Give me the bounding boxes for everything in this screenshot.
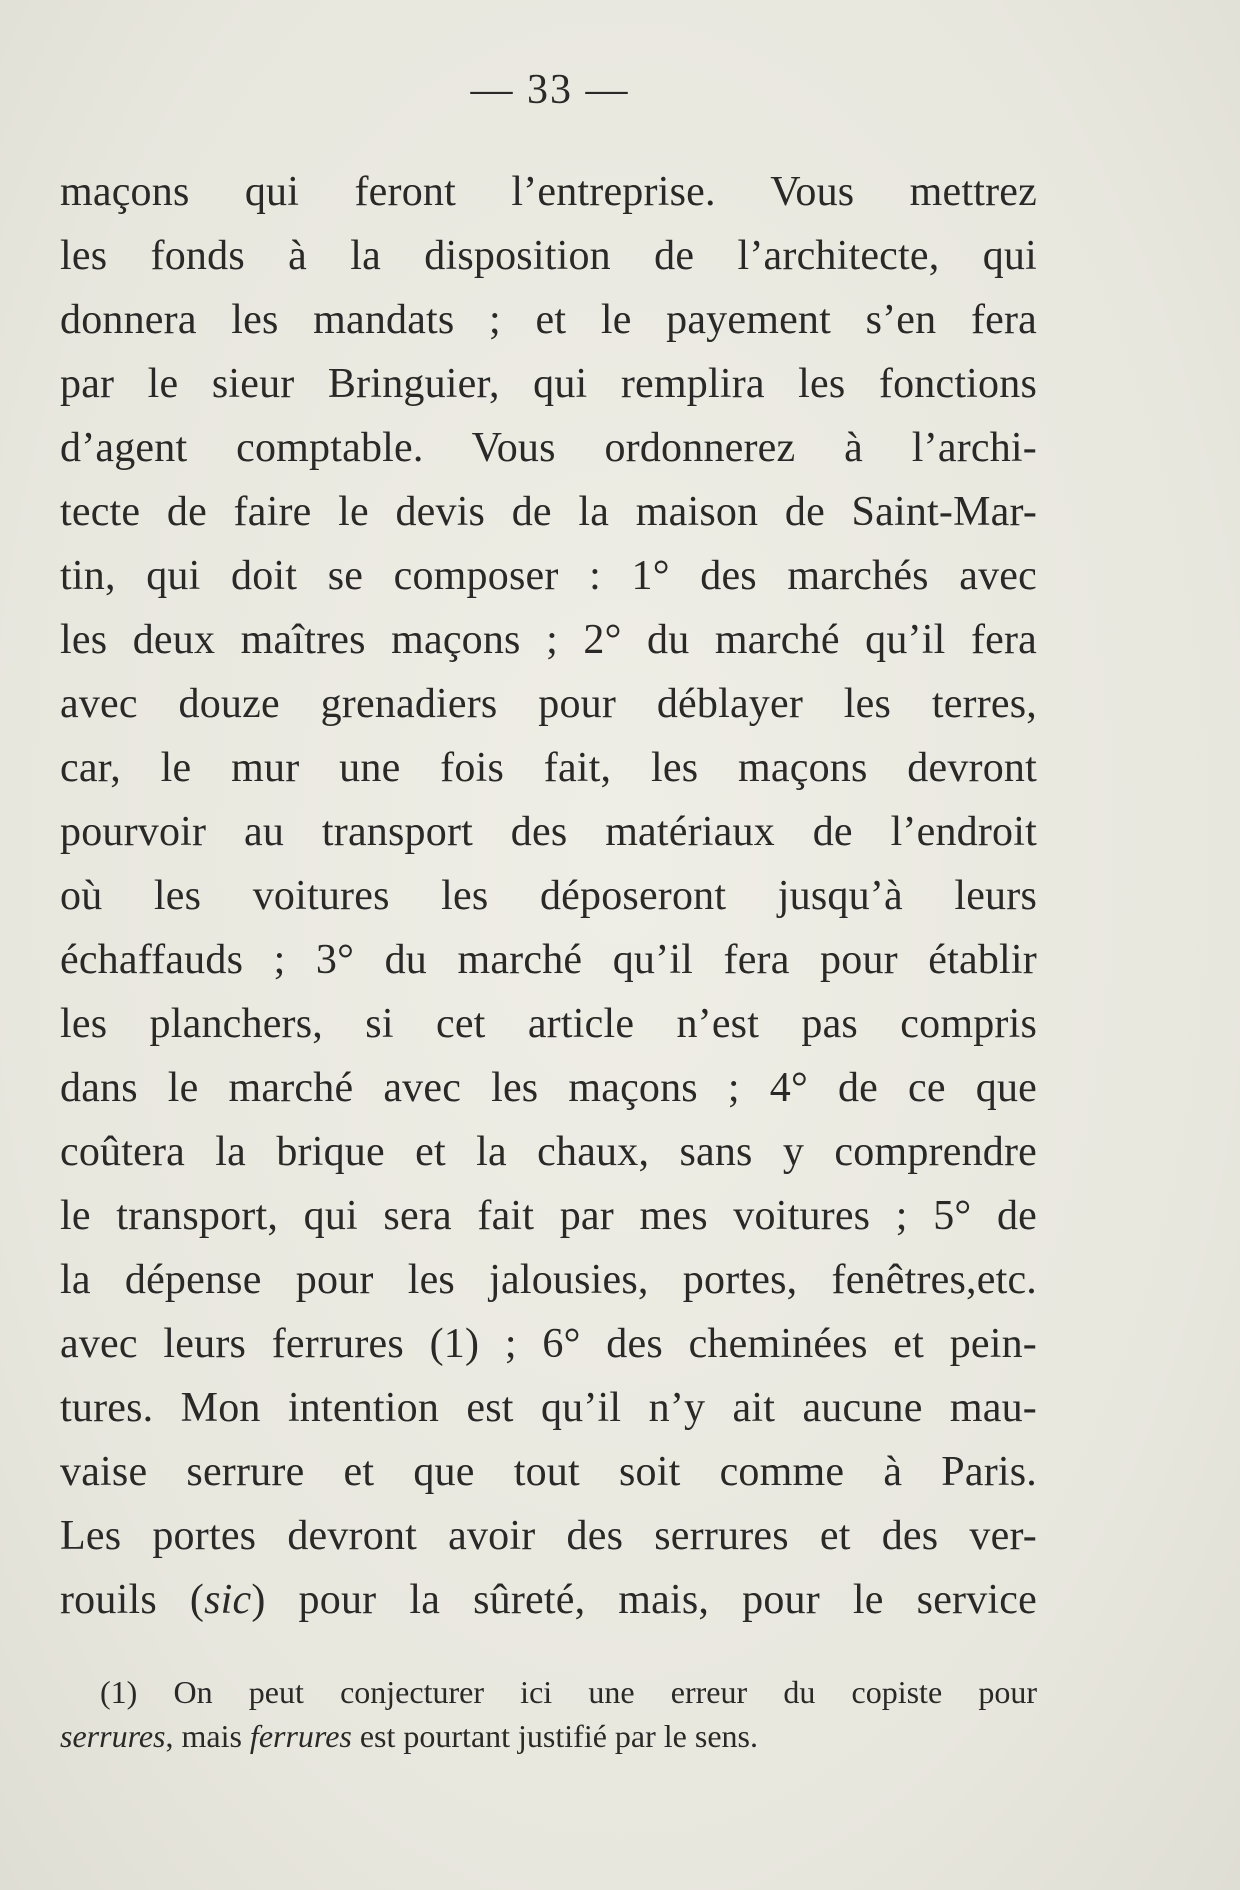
footnote-line: (1) On peut conjecturer ici une erreur du copiste pour: [100, 1674, 1037, 1710]
text-line: car, le mur une fois fait, les maçons devront: [60, 745, 1037, 791]
text-fragment: rouils (: [60, 1577, 205, 1623]
text-line: la dépense pour les jalousies, portes, fenêtres,etc.: [60, 1257, 1037, 1303]
footnote-italic: serrures: [60, 1718, 166, 1754]
text-line: le transport, qui sera fait par mes voitures ; 5° de: [60, 1193, 1037, 1239]
footnote-fragment: , mais: [165, 1718, 250, 1754]
text-line: vaise serrure et que tout soit comme à Paris.: [60, 1449, 1037, 1495]
text-line: maçons qui feront l’entreprise. Vous mettrez: [60, 169, 1037, 215]
text-line: dans le marché avec les maçons ; 4° de ce que: [60, 1065, 1037, 1111]
text-fragment: ) pour la sûreté, mais, pour le service: [251, 1577, 1037, 1623]
text-line: échaffauds ; 3° du marché qu’il fera pour établir: [60, 937, 1037, 983]
footnote-line: [60, 1714, 1037, 1758]
text-line: avec leurs ferrures (1) ; 6° des cheminées et pein-: [60, 1321, 1037, 1367]
text-line: par le sieur Bringuier, qui remplira les fonctions: [60, 361, 1037, 407]
text-line: avec douze grenadiers pour déblayer les terres,: [60, 681, 1037, 727]
text-line: pourvoir au transport des matériaux de l’endroit: [60, 809, 1037, 855]
text-line: les fonds à la disposition de l’architecte, qui: [60, 233, 1037, 279]
text-line: tures. Mon intention est qu’il n’y ait aucune mau-: [60, 1385, 1037, 1431]
text-line: tecte de faire le devis de la maison de Saint-Mar-: [60, 489, 1037, 535]
body-text: [60, 160, 1037, 1632]
footnote-italic: ferrures: [249, 1718, 352, 1754]
text-line: tin, qui doit se composer : 1° des marchés avec: [60, 553, 1037, 599]
text-line: Les portes devront avoir des serrures et des ver-: [60, 1513, 1037, 1559]
page-number: — 33 —: [470, 67, 630, 113]
footnote: [60, 1670, 1037, 1758]
text-line: les planchers, si cet article n’est pas compris: [60, 1001, 1037, 1047]
sic-italic: sic: [204, 1577, 252, 1623]
footnote-fragment: est pourtant justifié par le sens.: [351, 1718, 758, 1754]
text-line: donnera les mandats ; et le payement s’en fera: [60, 297, 1037, 343]
text-line: les deux maîtres maçons ; 2° du marché qu’il fera: [60, 617, 1037, 663]
text-line-last: [60, 1568, 1037, 1632]
text-line: d’agent comptable. Vous ordonnerez à l’archi-: [60, 425, 1037, 471]
text-line: où les voitures les déposeront jusqu’à leurs: [60, 873, 1037, 919]
text-line: coûtera la brique et la chaux, sans y comprendre: [60, 1129, 1037, 1175]
